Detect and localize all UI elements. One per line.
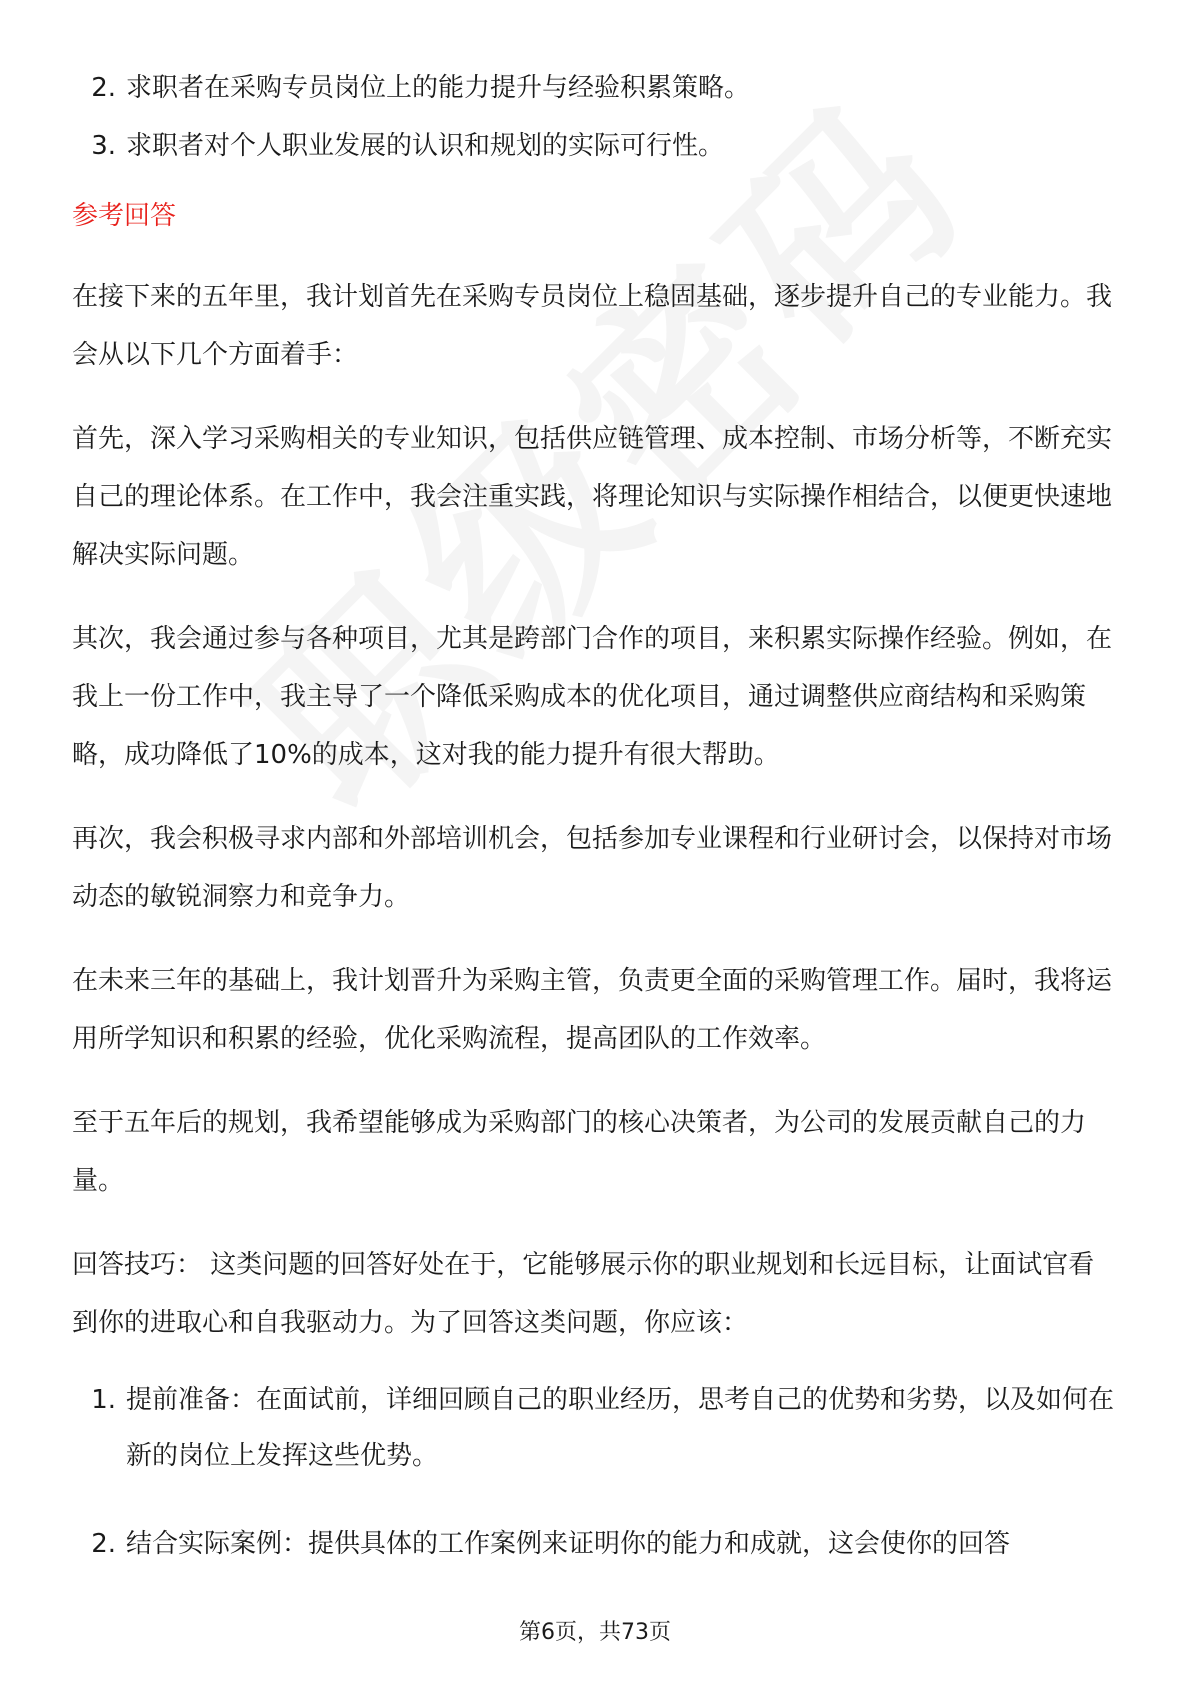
paragraph: 再次，我会积极寻求内部和外部培训机会，包括参加专业课程和行业研讨会，以保持对市场动态的敏锐洞察力和竞争力。 (72, 824, 1113, 912)
page-number-footer: 第6页，共73页 (519, 1620, 671, 1645)
evaluation-points-list (72, 60, 1118, 174)
list-marker: 2. (91, 73, 116, 103)
paragraph: 首先，深入学习采购相关的专业知识，包括供应链管理、成本控制、市场分析等，不断充实自己的理论体系。在工作中，我会注重实践，将理论知识与实际操作相结合，以便更快速地解决实际问题。 (72, 424, 1113, 570)
list-marker: 1. (91, 1385, 116, 1415)
list-item-text: 求职者对个人职业发展的认识和规划的实际可行性。 (126, 131, 725, 161)
paragraph: 至于五年后的规划，我希望能够成为采购部门的核心决策者，为公司的发展贡献自己的力量。 (72, 1108, 1087, 1196)
list-item-text: 提前准备：在面试前，详细回顾自己的职业经历，思考自己的优势和劣势，以及如何在新的岗位上发挥这些优势。 (126, 1385, 1115, 1471)
list-marker: 2. (91, 1529, 116, 1559)
answer-heading: 参考回答 (72, 201, 177, 231)
tips-list (72, 1372, 1118, 1572)
list-item (72, 1516, 1118, 1572)
paragraph: 在接下来的五年里，我计划首先在采购专员岗位上稳固基础，逐步提升自己的专业能力。我会从以下几个方面着手： (72, 282, 1113, 370)
list-item (72, 60, 1118, 116)
paragraph: 其次，我会通过参与各种项目，尤其是跨部门合作的项目，来积累实际操作经验。例如，在我上一份工作中，我主导了一个降低采购成本的优化项目，通过调整供应商结构和采购策略，成功降低了10%的成本，这对我的能力提升有很大帮助。 (72, 624, 1113, 770)
paragraph: 在未来三年的基础上，我计划晋升为采购主管，负责更全面的采购管理工作。届时，我将运用所学知识和积累的经验，优化采购流程，提高团队的工作效率。 (72, 966, 1113, 1054)
list-item-text: 求职者在采购专员岗位上的能力提升与经验积累策略。 (126, 73, 751, 103)
answer-tips-paragraph: 回答技巧： 这类问题的回答好处在于，它能够展示你的职业规划和长远目标，让面试官看到你的进取心和自我驱动力。为了回答这类问题，你应该： (72, 1250, 1095, 1338)
list-item-text: 结合实际案例：提供具体的工作案例来证明你的能力和成就，这会使你的回答 (126, 1529, 1011, 1559)
list-item (72, 1372, 1118, 1484)
page-content (72, 60, 1118, 1572)
list-item (72, 118, 1118, 174)
list-marker: 3. (91, 131, 116, 161)
